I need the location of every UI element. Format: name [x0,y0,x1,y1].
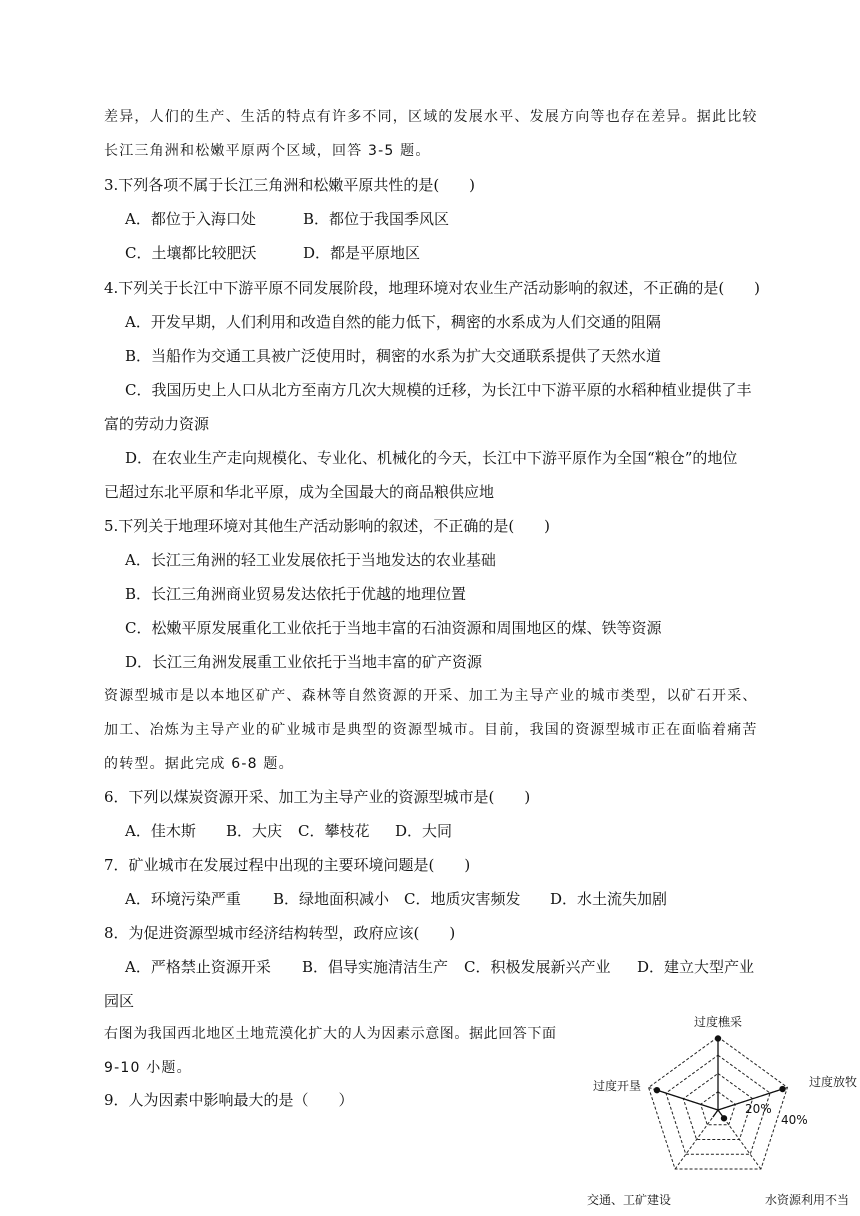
radar-point [779,1086,785,1092]
radar-ring-label: 40% [781,1113,808,1127]
option-d: D．长江三角洲发展重工业依托于当地丰富的矿产资源 [125,653,483,671]
option-d: D．水土流失加剧 [550,890,668,908]
option-a: A．严格禁止资源开采 [125,958,271,976]
question-5-stem: 5.下列关于地理环境对其他生产活动影响的叙述，不正确的是( ) [104,517,551,535]
question-7-options [125,889,667,909]
radar-point [654,1087,660,1093]
option-d: D．在农业生产走向规模化、专业化、机械化的今天，长江中下游平原作为全国“粮仓”的地位 [125,449,738,467]
option-c: C．松嫩平原发展重化工业依托于当地丰富的石油资源和周围地区的煤、铁等资源 [125,619,662,637]
option-d: D．建立大型产业 [637,958,755,976]
radar-ring-label: 20% [745,1102,772,1116]
option-c-cont: 富的劳动力资源 [104,415,210,433]
question-3-options-row2 [125,243,420,263]
radar-point [715,1035,721,1041]
option-c: C．土壤都比较肥沃 [125,244,257,262]
question-6-options [125,821,452,841]
radar-axis-label: 过度开垦 [593,1079,642,1093]
intro-line: 资源型城市是以本地区矿产、森林等自然资源的开采、加工为主导产业的城市类型，以矿石开采、 [104,688,758,704]
question-8-options [125,957,754,977]
option-a: A．环境污染严重 [125,890,241,908]
question-4-stem: 4.下列关于长江中下游平原不同发展阶段，地理环境对农业生产活动影响的叙述，不正确的是( ) [104,279,761,297]
intro-line: 差异，人们的生产、生活的特点有许多不同，区域的发展水平、发展方向等也存在差异。据此比较 [104,109,758,125]
radar-chart [585,1012,860,1216]
question-9-stem: 9．人为因素中影响最大的是（ ） [104,1091,354,1109]
radar-point [721,1115,727,1121]
radar-axis-label: 过度放牧 [809,1075,858,1089]
option-b: B．绿地面积减小 [273,890,390,908]
option-a: A．长江三角洲的轻工业发展依托于当地发达的农业基础 [125,551,496,569]
radar-axis-label: 过度樵采 [693,1015,743,1029]
option-d-cont: 园区 [104,992,135,1010]
option-b: B．倡导实施清洁生产 [302,958,449,976]
option-c: C．攀枝花 [298,822,370,840]
option-b: B．大庆 [226,822,283,840]
option-d-cont: 已超过东北平原和华北平原，成为全国最大的商品粮供应地 [104,483,495,501]
radar-axis-label: 水资源利用不当 [764,1193,850,1207]
radar-data-line [713,1110,718,1117]
question-3-options-row1 [125,209,449,229]
option-b: B．当船作为交通工具被广泛使用时，稠密的水系为扩大交通联系提供了天然水道 [125,347,662,365]
intro-line: 右图为我国西北地区土地荒漠化扩大的人为因素示意图。据此回答下面 [104,1026,557,1042]
option-d: D．大同 [395,822,453,840]
radar-spoke [675,1110,718,1169]
option-d: D．都是平原地区 [303,244,421,262]
intro-line: 加工、冶炼为主导产业的矿业城市是典型的资源型城市。目前，我国的资源型城市正在面临着痛苦 [104,722,758,738]
option-c: C．我国历史上人口从北方至南方几次大规模的迁移，为长江中下游平原的水稻种植业提供了丰 [125,381,752,399]
intro-line: 长江三角洲和松嫩平原两个区域，回答 3-5 题。 [104,143,431,159]
option-c: C．积极发展新兴产业 [464,958,611,976]
question-7-stem: 7．矿业城市在发展过程中出现的主要环境问题是( ) [104,856,471,874]
option-a: A．都位于入海口处 [125,210,256,228]
radar-data-line [657,1090,718,1110]
option-b: B．都位于我国季风区 [303,210,450,228]
question-8-stem: 8．为促进资源型城市经济结构转型，政府应该( ) [104,924,456,942]
intro-line: 9-10 小题。 [104,1060,192,1076]
radar-axis-label: 交通、工矿建设 [586,1193,672,1207]
question-3-stem: 3.下列各项不属于长江三角洲和松嫩平原共性的是( ) [104,176,476,194]
question-6-stem: 6．下列以煤炭资源开采、加工为主导产业的资源型城市是( ) [104,788,531,806]
option-b: B．长江三角洲商业贸易发达依托于优越的地理位置 [125,585,467,603]
option-a: A．开发早期，人们利用和改造自然的能力低下，稠密的水系成为人们交通的阻隔 [125,313,661,331]
option-a: A．佳木斯 [125,822,196,840]
option-c: C．地质灾害频发 [404,890,521,908]
intro-line: 的转型。据此完成 6-8 题。 [104,756,294,772]
